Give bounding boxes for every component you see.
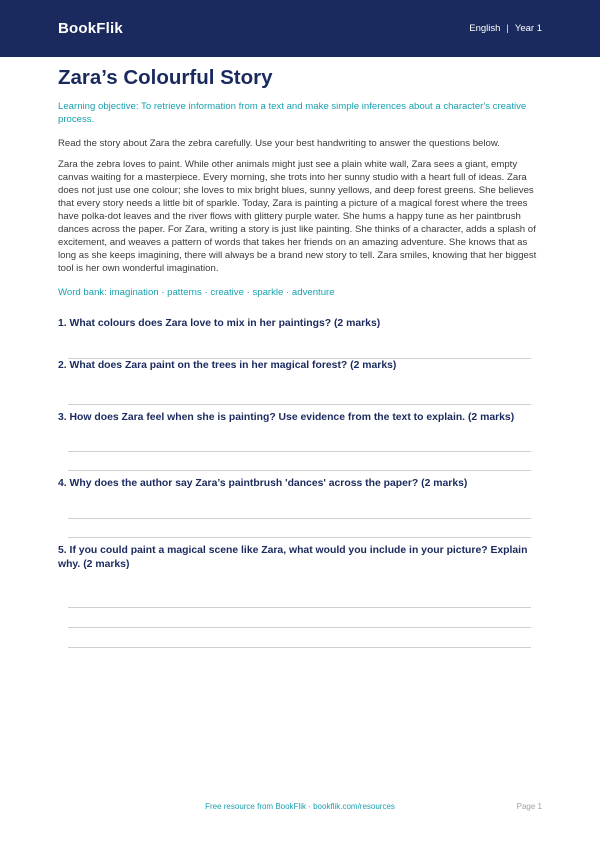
question-3-text: 3. How does Zara feel when she is painting? Use evidence from the text to explain. (2 marks) <box>58 412 515 423</box>
page-title: Zara’s Colourful Story <box>58 66 273 89</box>
question-3 <box>58 411 546 471</box>
instructions: Read the story about Zara the zebra carefully. Use your best handwriting to answer the questions below. <box>58 138 500 149</box>
question-4-text: 4. Why does the author say Zara’s paintbrush 'dances' across the paper? (2 marks) <box>58 478 468 489</box>
answer-line[interactable] <box>68 518 531 519</box>
answer-line[interactable] <box>68 647 531 648</box>
learning-objective: Learning objective: To retrieve information from a text and make simple inferences about a character's creative process. <box>58 101 527 125</box>
page-header <box>0 0 600 57</box>
question-5-text: 5. If you could paint a magical scene like Zara, what would you include in your picture? Explain why. (2 marks) <box>58 545 528 570</box>
story-text: Zara the zebra loves to paint. While other animals might just see a plain white wall, Zara sees a giant, empty canvas waiting for a masterpiece. Every morning, she trots into her sunny studio with a heart full of ideas. Zara does not just use one colour; she loves to mix bright blues, sunny yellows, and deep forest greens. She believes that every story needs a little bit of sparkle. Today, Zara is painting a picture of a magical forest where the trees have polka-dot leaves and the river flows with glittery purple water. She hums a happy tune as her paintbrush dances across the paper. For Zara, writing a story is just like painting. She thinks of a character, adds a splash of excitement, and weaves a pattern of words that takes her friends on an amazing adventure. She knows that as long as she keeps imagining, there will always be a brand new story to tell. Zara smiles, knowing that her biggest tool is her own wonderful imagination. <box>58 159 537 274</box>
question-2-text: 2. What does Zara paint on the trees in her magical forest? (2 marks) <box>58 360 397 371</box>
answer-line[interactable] <box>68 470 531 471</box>
answer-line[interactable] <box>68 627 531 628</box>
year-label: Year 1 <box>514 23 542 34</box>
meta-separator: | <box>506 23 509 34</box>
worksheet-content <box>58 66 546 648</box>
answer-line[interactable] <box>68 404 531 405</box>
question-2 <box>58 359 546 405</box>
word-bank: Word bank: imagination · patterns · creative · sparkle · adventure <box>58 287 335 298</box>
answer-line[interactable] <box>68 537 531 538</box>
footer-resource-link[interactable]: Free resource from BookFlik · bookflik.com/resources <box>205 802 395 811</box>
question-1 <box>58 317 546 359</box>
answer-line[interactable] <box>68 607 531 608</box>
question-4 <box>58 477 546 538</box>
subject-label: English <box>469 23 501 34</box>
answer-line[interactable] <box>68 451 531 452</box>
brand-logo: BookFlik <box>58 20 123 37</box>
subject-year-meta <box>469 23 542 34</box>
page-number: Page 1 <box>516 802 542 811</box>
question-5 <box>58 544 546 648</box>
question-1-text: 1. What colours does Zara love to mix in her paintings? (2 marks) <box>58 318 381 329</box>
